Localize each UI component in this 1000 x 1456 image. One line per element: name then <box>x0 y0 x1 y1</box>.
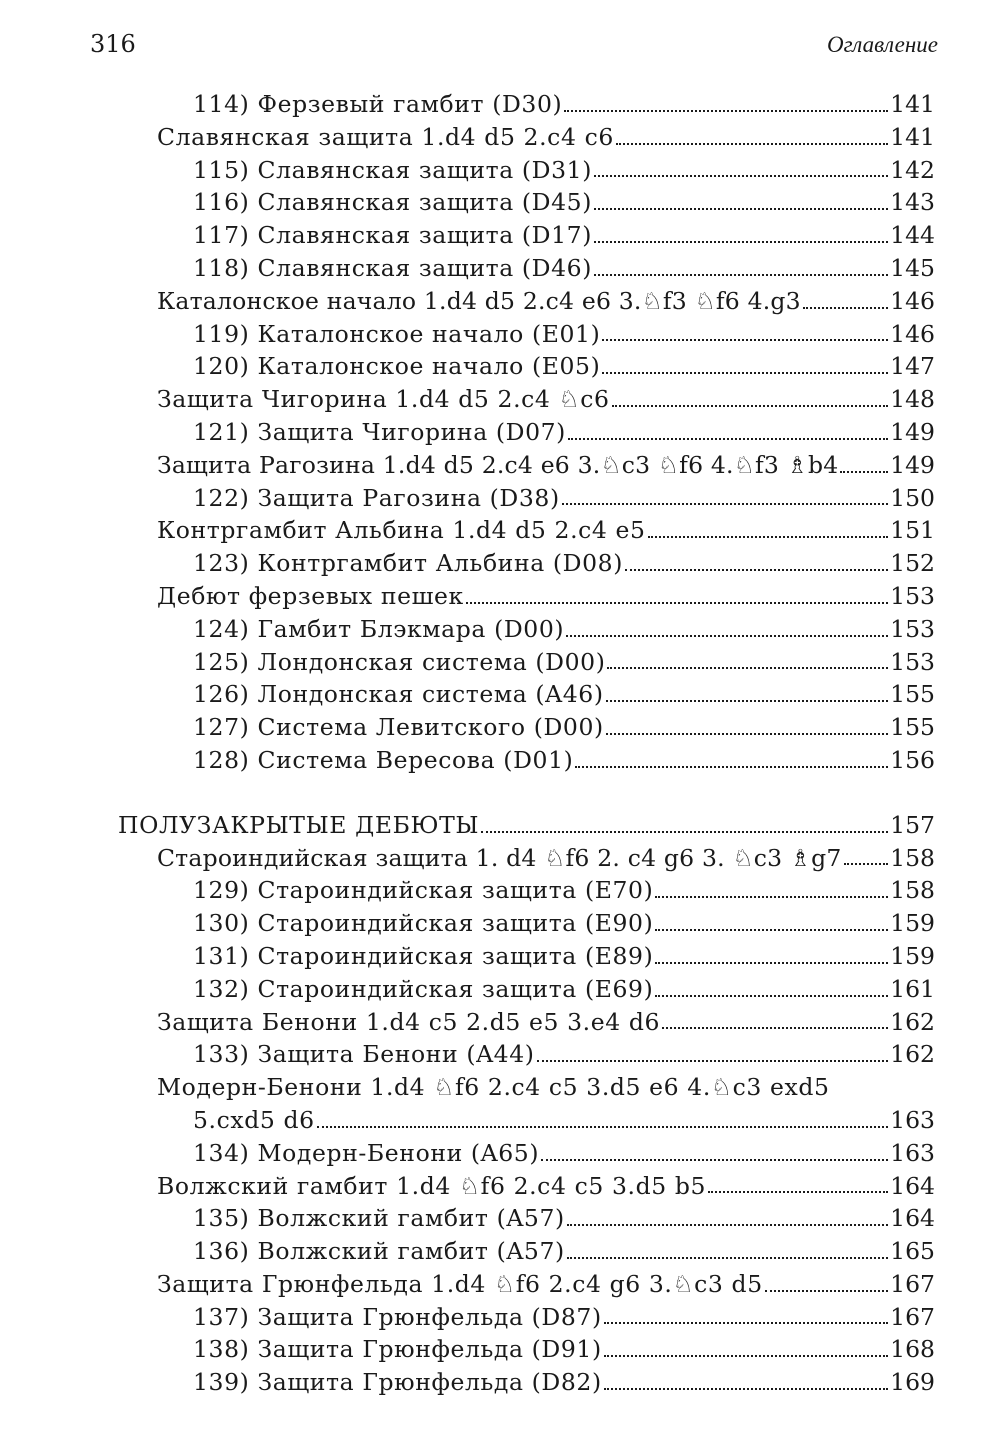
dot-leader <box>317 1125 888 1128</box>
toc-entry <box>0 88 1000 121</box>
toc-entry <box>0 449 1000 482</box>
toc-entry <box>0 318 1000 351</box>
toc-title: Защита Бенони 1.d4 c5 2.d5 e5 3.e4 d6 <box>157 1007 661 1036</box>
toc-entry <box>0 1301 1000 1334</box>
toc-title: 136) Волжский гамбит (A57) <box>193 1237 565 1266</box>
dot-leader <box>655 928 888 931</box>
toc-entry <box>0 186 1000 219</box>
toc-page: 146 <box>890 319 935 348</box>
toc-page: 167 <box>890 1269 935 1298</box>
toc-title: Волжский гамбит 1.d4 ♘f6 2.c4 c5 3.d5 b5 <box>157 1171 707 1200</box>
toc-page: 144 <box>890 221 935 250</box>
toc-title: ПОЛУЗАКРЫТЫЕ ДЕБЮТЫ <box>118 810 480 839</box>
toc-entry <box>0 711 1000 744</box>
toc-title: 137) Защита Грюнфельда (D87) <box>193 1302 602 1331</box>
dot-leader <box>803 306 888 309</box>
toc-entry <box>0 285 1000 318</box>
dot-leader <box>606 699 889 702</box>
toc-entry <box>0 482 1000 515</box>
toc-page: 168 <box>890 1335 935 1364</box>
running-head: Оглавление <box>826 32 938 57</box>
toc-title: 117) Славянская защита (D17) <box>193 221 592 250</box>
dot-leader <box>662 1026 888 1029</box>
dot-leader <box>625 568 888 571</box>
dot-leader <box>602 371 888 374</box>
dot-leader <box>607 666 888 669</box>
toc-page: 150 <box>890 483 935 512</box>
toc-entry <box>0 1071 1000 1104</box>
toc-page: 151 <box>890 516 935 545</box>
toc-title: Контргамбит Альбина 1.d4 d5 2.c4 e5 <box>157 516 646 545</box>
toc-entry <box>0 1333 1000 1366</box>
dot-leader <box>594 273 888 276</box>
dot-leader <box>844 862 889 865</box>
toc-title: Каталонское начало 1.d4 d5 2.c4 e6 3.♘f3 ♘f6 4.g3 <box>157 286 801 315</box>
toc-page: 153 <box>890 647 935 676</box>
page-number: 316 <box>90 30 136 58</box>
toc-title: 123) Контргамбит Альбина (D08) <box>193 549 623 578</box>
toc-title: 132) Староиндийская защита (E69) <box>193 974 654 1003</box>
dot-leader <box>648 535 889 538</box>
toc-section-heading <box>0 809 1000 842</box>
toc-entry <box>0 416 1000 449</box>
dot-leader <box>567 1256 888 1259</box>
toc-page: 149 <box>890 417 935 446</box>
toc-page: 148 <box>890 385 935 414</box>
dot-leader <box>594 240 888 243</box>
toc-entry <box>0 1202 1000 1235</box>
toc-page: 153 <box>890 581 935 610</box>
dot-leader <box>655 895 888 898</box>
toc-title: 135) Волжский гамбит (A57) <box>193 1204 565 1233</box>
toc-entry <box>0 350 1000 383</box>
toc-page: 155 <box>890 680 935 709</box>
toc-page: 145 <box>890 253 935 282</box>
toc-title: 130) Староиндийская защита (E90) <box>193 909 654 938</box>
toc-title: 120) Каталонское начало (E05) <box>193 352 601 381</box>
dot-leader <box>481 830 888 833</box>
dot-leader <box>567 1223 888 1226</box>
toc-entry <box>0 252 1000 285</box>
dot-leader <box>594 174 888 177</box>
toc-entry <box>0 874 1000 907</box>
toc-title: 133) Защита Бенони (A44) <box>193 1040 535 1069</box>
toc-page: 155 <box>890 713 935 742</box>
dot-leader <box>537 1059 889 1062</box>
toc-title: 115) Славянская защита (D31) <box>193 155 592 184</box>
toc-title: Модерн-Бенони 1.d4 ♘f6 2.c4 c5 3.d5 e6 4.♘c3 exd5 <box>157 1073 830 1102</box>
toc-page: 156 <box>890 745 935 774</box>
toc-page: 159 <box>890 941 935 970</box>
toc-title: Защита Грюнфельда 1.d4 ♘f6 2.c4 g6 3.♘c3 d5 <box>157 1269 763 1298</box>
toc-page: 147 <box>890 352 935 381</box>
table-of-contents <box>0 88 1000 1399</box>
toc-entry <box>0 383 1000 416</box>
dot-leader <box>568 437 888 440</box>
toc-title: 129) Староиндийская защита (E70) <box>193 876 654 905</box>
dot-leader <box>604 1387 888 1390</box>
toc-page: 164 <box>890 1204 935 1233</box>
dot-leader <box>612 404 889 407</box>
toc-title: 127) Система Левитского (D00) <box>193 713 604 742</box>
toc-entry <box>0 219 1000 252</box>
toc-page: 141 <box>890 122 935 151</box>
dot-leader <box>562 502 888 505</box>
dot-leader <box>566 634 888 637</box>
toc-title: Защита Рагозина 1.d4 d5 2.c4 e6 3.♘c3 ♘f6 4.♘f3 ♗b4 <box>157 450 839 479</box>
toc-title: 118) Славянская защита (D46) <box>193 253 592 282</box>
dot-leader <box>594 207 888 210</box>
toc-page: 161 <box>890 974 935 1003</box>
toc-page: 141 <box>890 90 935 118</box>
toc-entry <box>0 1268 1000 1301</box>
toc-entry <box>0 580 1000 613</box>
dot-leader <box>708 1190 888 1193</box>
dot-leader <box>765 1289 888 1292</box>
dot-leader <box>840 470 888 473</box>
dot-leader <box>564 109 888 112</box>
toc-page: 164 <box>890 1171 935 1200</box>
dot-leader <box>616 142 888 145</box>
dot-leader <box>575 765 888 768</box>
toc-page: 167 <box>890 1302 935 1331</box>
toc-title: Староиндийская защита 1. d4 ♘f6 2. c4 g6 3. ♘c3 ♗g7 <box>157 843 842 872</box>
toc-title: 121) Защита Чигорина (D07) <box>193 417 566 446</box>
toc-title: 131) Староиндийская защита (E89) <box>193 941 654 970</box>
toc-page: 143 <box>890 188 935 217</box>
dot-leader <box>655 961 888 964</box>
toc-page: 163 <box>890 1105 935 1134</box>
toc-entry <box>0 121 1000 154</box>
toc-entry <box>0 547 1000 580</box>
toc-page: 163 <box>890 1138 935 1167</box>
toc-title: 114) Ферзевый гамбит (D30) <box>193 90 563 118</box>
toc-title: 125) Лондонская система (D00) <box>193 647 606 676</box>
toc-page: 146 <box>890 286 935 315</box>
dot-leader <box>541 1158 888 1161</box>
toc-title: 128) Система Вересова (D01) <box>193 745 574 774</box>
toc-entry <box>0 842 1000 875</box>
dot-leader <box>466 601 888 604</box>
toc-title: 134) Модерн-Бенони (A65) <box>193 1138 540 1167</box>
toc-page: 162 <box>890 1007 935 1036</box>
toc-page: 142 <box>890 155 935 184</box>
toc-title: 138) Защита Грюнфельда (D91) <box>193 1335 602 1364</box>
toc-entry <box>0 646 1000 679</box>
toc-page: 157 <box>890 810 935 839</box>
toc-entry <box>0 1170 1000 1203</box>
dot-leader <box>604 1321 888 1324</box>
dot-leader <box>606 732 888 735</box>
toc-page: 149 <box>890 450 935 479</box>
toc-page: 158 <box>890 876 935 905</box>
toc-entry <box>0 613 1000 646</box>
toc-entry <box>0 678 1000 711</box>
toc-title: 124) Гамбит Блэкмара (D00) <box>193 614 565 643</box>
toc-title: 126) Лондонская система (A46) <box>193 680 604 709</box>
toc-title: 5.cxd5 d6 <box>193 1105 315 1134</box>
toc-title: 139) Защита Грюнфельда (D82) <box>193 1368 602 1397</box>
toc-page: 165 <box>890 1237 935 1266</box>
toc-entry <box>0 1235 1000 1268</box>
toc-page: 158 <box>890 843 935 872</box>
toc-entry <box>0 907 1000 940</box>
toc-entry <box>0 1366 1000 1399</box>
toc-page: 159 <box>890 909 935 938</box>
toc-page: 152 <box>890 549 935 578</box>
toc-entry <box>0 1038 1000 1071</box>
toc-title: 122) Защита Рагозина (D38) <box>193 483 560 512</box>
toc-entry <box>0 1137 1000 1170</box>
toc-entry <box>0 154 1000 187</box>
toc-title: Дебют ферзевых пешек <box>157 581 464 610</box>
toc-entry <box>0 973 1000 1006</box>
toc-title: 116) Славянская защита (D45) <box>193 188 592 217</box>
toc-entry <box>0 1006 1000 1039</box>
toc-page: 162 <box>890 1040 935 1069</box>
toc-entry-continuation <box>0 1104 1000 1137</box>
toc-entry <box>0 744 1000 777</box>
toc-title: Славянская защита 1.d4 d5 2.c4 c6 <box>157 122 614 151</box>
toc-entry <box>0 514 1000 547</box>
toc-page: 169 <box>890 1368 935 1397</box>
toc-page: 153 <box>890 614 935 643</box>
dot-leader <box>604 1354 888 1357</box>
toc-title: Защита Чигорина 1.d4 d5 2.c4 ♘c6 <box>157 385 610 414</box>
toc-entry <box>0 940 1000 973</box>
toc-title: 119) Каталонское начало (E01) <box>193 319 601 348</box>
dot-leader <box>602 338 888 341</box>
dot-leader <box>655 994 888 997</box>
